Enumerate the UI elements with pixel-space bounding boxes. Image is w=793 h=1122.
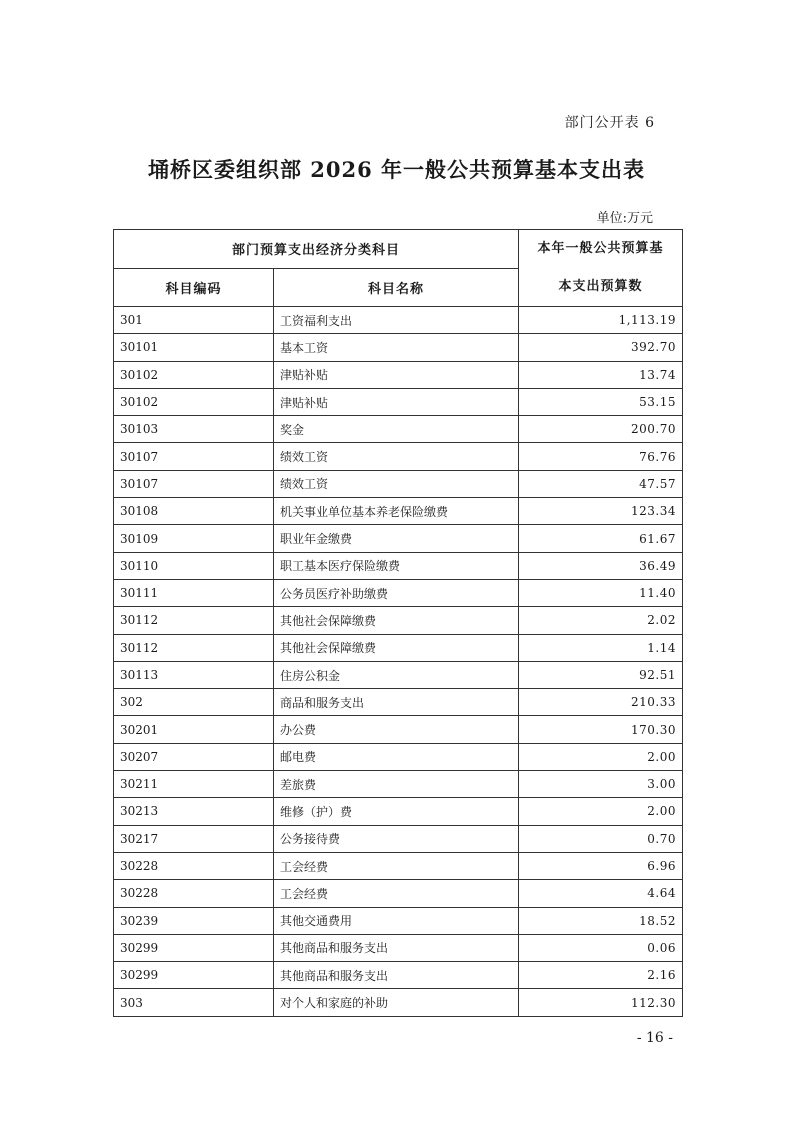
code-cell: 30110 — [114, 552, 274, 579]
table-number-label: 部门公开表 6 — [564, 115, 655, 131]
amount-cell: 200.70 — [519, 416, 683, 443]
table-row — [114, 880, 683, 907]
name-cell: 绩效工资 — [274, 443, 519, 470]
code-cell: 30207 — [114, 743, 274, 770]
code-cell: 30112 — [114, 607, 274, 634]
code-cell: 30113 — [114, 661, 274, 688]
code-cell: 30107 — [114, 443, 274, 470]
table-row — [114, 525, 683, 552]
name-cell: 机关事业单位基本养老保险缴费 — [274, 498, 519, 525]
name-cell: 其他交通费用 — [274, 907, 519, 934]
amount-cell: 3.00 — [519, 771, 683, 798]
amount-cell: 53.15 — [519, 388, 683, 415]
amount-cell: 392.70 — [519, 334, 683, 361]
amount-cell: 92.51 — [519, 661, 683, 688]
amount-cell: 1,113.19 — [519, 307, 683, 334]
page-number: - 16 - — [636, 1030, 673, 1046]
name-cell: 商品和服务支出 — [274, 689, 519, 716]
table-row — [114, 962, 683, 989]
amount-header — [519, 230, 683, 307]
name-cell: 奖金 — [274, 416, 519, 443]
name-cell: 基本工资 — [274, 334, 519, 361]
amount-cell: 6.96 — [519, 852, 683, 879]
code-cell: 302 — [114, 689, 274, 716]
table-row — [114, 852, 683, 879]
amount-header-line1: 本年一般公共预算基 — [537, 241, 664, 256]
code-cell: 30111 — [114, 579, 274, 606]
name-cell: 差旅费 — [274, 771, 519, 798]
name-cell: 职业年金缴费 — [274, 525, 519, 552]
table-row — [114, 771, 683, 798]
name-cell: 津贴补贴 — [274, 388, 519, 415]
amount-cell: 2.00 — [519, 798, 683, 825]
code-cell: 30228 — [114, 852, 274, 879]
code-cell: 30201 — [114, 716, 274, 743]
name-cell: 职工基本医疗保险缴费 — [274, 552, 519, 579]
amount-cell: 4.64 — [519, 880, 683, 907]
amount-cell: 0.70 — [519, 825, 683, 852]
name-cell: 工会经费 — [274, 880, 519, 907]
table-body — [114, 307, 683, 1017]
name-cell: 邮电费 — [274, 743, 519, 770]
table-row — [114, 334, 683, 361]
code-cell: 30102 — [114, 361, 274, 388]
page-title: 埇桥区委组织部 2026 年一般公共预算基本支出表 — [147, 157, 646, 182]
code-cell: 30228 — [114, 880, 274, 907]
table-row — [114, 443, 683, 470]
name-header: 科目名称 — [274, 268, 519, 307]
table-row — [114, 798, 683, 825]
code-cell: 30103 — [114, 416, 274, 443]
amount-cell: 76.76 — [519, 443, 683, 470]
table-row — [114, 470, 683, 497]
table-row — [114, 989, 683, 1016]
name-cell: 工资福利支出 — [274, 307, 519, 334]
table-row — [114, 607, 683, 634]
code-cell: 303 — [114, 989, 274, 1016]
code-cell: 30213 — [114, 798, 274, 825]
code-cell: 30109 — [114, 525, 274, 552]
table-row — [114, 361, 683, 388]
code-cell: 30239 — [114, 907, 274, 934]
name-cell: 津贴补贴 — [274, 361, 519, 388]
code-cell: 30107 — [114, 470, 274, 497]
name-cell: 办公费 — [274, 716, 519, 743]
amount-cell: 2.16 — [519, 962, 683, 989]
code-cell: 30101 — [114, 334, 274, 361]
name-cell: 其他社会保障缴费 — [274, 634, 519, 661]
name-cell: 公务接待费 — [274, 825, 519, 852]
name-cell: 公务员医疗补助缴费 — [274, 579, 519, 606]
amount-cell: 0.06 — [519, 934, 683, 961]
code-cell: 30299 — [114, 962, 274, 989]
table-row — [114, 661, 683, 688]
table-row — [114, 743, 683, 770]
table-header — [114, 230, 683, 307]
table-row — [114, 388, 683, 415]
code-header: 科目编码 — [114, 268, 274, 307]
table-row — [114, 825, 683, 852]
name-cell: 其他社会保障缴费 — [274, 607, 519, 634]
name-cell: 维修（护）费 — [274, 798, 519, 825]
table-row — [114, 498, 683, 525]
amount-cell: 13.74 — [519, 361, 683, 388]
name-cell: 绩效工资 — [274, 470, 519, 497]
table-row — [114, 579, 683, 606]
name-cell: 住房公积金 — [274, 661, 519, 688]
name-cell: 对个人和家庭的补助 — [274, 989, 519, 1016]
table-row — [114, 907, 683, 934]
amount-header-line2: 本支出预算数 — [558, 279, 643, 294]
code-cell: 301 — [114, 307, 274, 334]
amount-cell: 18.52 — [519, 907, 683, 934]
code-cell: 30217 — [114, 825, 274, 852]
code-cell: 30112 — [114, 634, 274, 661]
table-row — [114, 716, 683, 743]
amount-cell: 112.30 — [519, 989, 683, 1016]
code-cell: 30108 — [114, 498, 274, 525]
amount-cell: 2.00 — [519, 743, 683, 770]
name-cell: 工会经费 — [274, 852, 519, 879]
code-cell: 30102 — [114, 388, 274, 415]
amount-cell: 61.67 — [519, 525, 683, 552]
unit-label: 单位:万元 — [596, 211, 653, 226]
amount-cell: 170.30 — [519, 716, 683, 743]
name-cell: 其他商品和服务支出 — [274, 962, 519, 989]
group-header: 部门预算支出经济分类科目 — [114, 230, 519, 269]
table-row — [114, 634, 683, 661]
amount-cell: 47.57 — [519, 470, 683, 497]
amount-cell: 11.40 — [519, 579, 683, 606]
table-row — [114, 552, 683, 579]
table-row — [114, 689, 683, 716]
budget-table — [113, 229, 683, 1017]
amount-cell: 123.34 — [519, 498, 683, 525]
amount-cell: 36.49 — [519, 552, 683, 579]
table-row — [114, 307, 683, 334]
table-row — [114, 416, 683, 443]
code-cell: 30211 — [114, 771, 274, 798]
code-cell: 30299 — [114, 934, 274, 961]
amount-cell: 2.02 — [519, 607, 683, 634]
table-row — [114, 934, 683, 961]
amount-cell: 210.33 — [519, 689, 683, 716]
name-cell: 其他商品和服务支出 — [274, 934, 519, 961]
amount-cell: 1.14 — [519, 634, 683, 661]
